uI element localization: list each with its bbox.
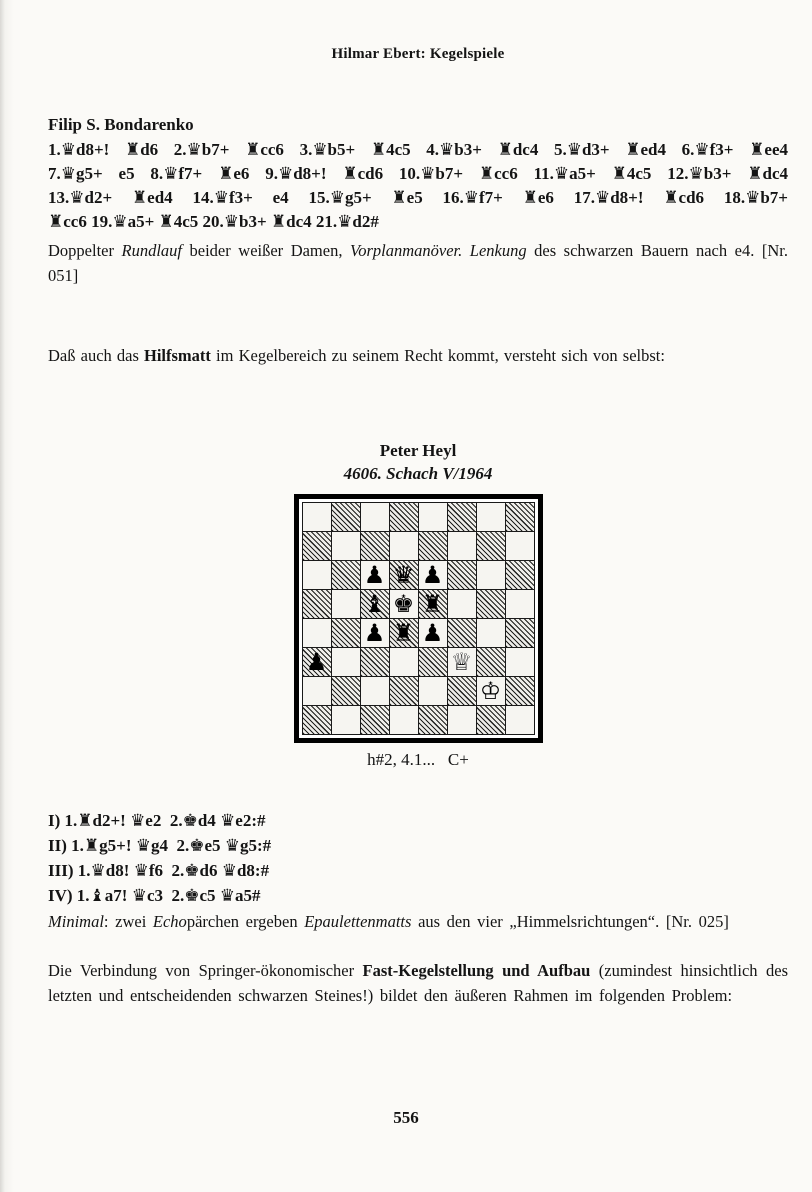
text-run: Minimal [48,912,104,931]
board-square-c8 [361,503,389,531]
text-run: Vorplanmanöver. Lenkung [349,241,527,260]
board-square-c7 [361,532,389,560]
board-square-e6 [419,561,447,589]
piece-c5-bb: ♝ [363,590,386,618]
piece-e4-bp: ♟ [421,619,444,647]
piece-c6-bp: ♟ [363,561,386,589]
problem2-solutions [48,808,788,908]
board-square-e5 [419,590,447,618]
board-square-h2 [506,677,534,705]
text-run: Echo [152,912,187,931]
problem2-stipulation: h#2, 4.1... C+ [367,750,469,769]
board-square-e1 [419,706,447,734]
text-run: (zumindest hinsichtlich des letzten und entscheidenden schwarzen Steines!) bildet den äußeren Rahmen im folgenden Problem: [48,961,788,1005]
board-square-g2 [477,677,505,705]
board-square-a2 [303,677,331,705]
piece-d6-bq: ♛ [392,561,415,589]
board-square-a3 [303,648,331,676]
problem2-comment [48,909,788,934]
board-square-b2 [332,677,360,705]
page-content [48,0,788,1008]
board-square-g6 [477,561,505,589]
problem1-author: Filip S. Bondarenko [48,115,194,134]
board-square-f4 [448,619,476,647]
intro-text [48,343,788,368]
outro-text [48,958,788,1008]
board-square-b5 [332,590,360,618]
text-run: beider weißer Damen, [182,241,350,260]
board-square-a5 [303,590,331,618]
moves-line: 7.♛g5+ e5 8.♛f7+ ♜e6 9.♛d8+! ♜cd6 10.♛b7+ ♜cc6 11.♛a5+ ♜4c5 12.♛b3+ ♜dc4 [48,164,788,183]
board-square-e7 [419,532,447,560]
piece-g2-wk: ♔ [479,677,502,705]
board-square-d5 [390,590,418,618]
board-square-b7 [332,532,360,560]
board-square-h7 [506,532,534,560]
solution-line: IV) 1.♝a7! ♛c3 2.♚c5 ♛a5# [48,886,261,905]
board-square-d2 [390,677,418,705]
problem2-diagram-block [48,440,788,770]
board-square-g8 [477,503,505,531]
board-square-c4 [361,619,389,647]
board-square-g4 [477,619,505,647]
text-run: Fast-Kegelstellung und Aufbau [362,961,591,980]
piece-e6-bp: ♟ [421,561,444,589]
board-square-e8 [419,503,447,531]
board-square-f1 [448,706,476,734]
board-square-e2 [419,677,447,705]
board-square-f5 [448,590,476,618]
board-square-b4 [332,619,360,647]
text-run: Hilfsmatt [144,346,211,365]
board-square-h5 [506,590,534,618]
running-header: Hilmar Ebert: Kegelspiele [331,46,505,62]
board-square-d4 [390,619,418,647]
board-square-e3 [419,648,447,676]
solution-line: III) 1.♛d8! ♛f6 2.♚d6 ♛d8:# [48,861,270,880]
problem1-comment [48,238,788,288]
board-square-g3 [477,648,505,676]
board-square-f3 [448,648,476,676]
text-run: pärchen ergeben [186,912,305,931]
board-square-a1 [303,706,331,734]
text-run: aus den vier „Himmelsrichtungen“. [Nr. 025] [411,912,729,931]
solution-line: I) 1.♜d2+! ♛e2 2.♚d4 ♛e2:# [48,811,266,830]
board-square-a6 [303,561,331,589]
board-square-d3 [390,648,418,676]
solution-line: II) 1.♜g5+! ♛g4 2.♚e5 ♛g5:# [48,836,272,855]
text-run: Doppelter [48,241,122,260]
board-square-e4 [419,619,447,647]
problem2-source: 4606. Schach V/1964 [343,464,493,483]
moves-line: ♜cc6 19.♛a5+ ♜4c5 20.♛b3+ ♜dc4 21.♛d2# [48,212,379,231]
piece-f3-wq: ♕ [450,648,473,676]
board-square-a7 [303,532,331,560]
board-square-d6 [390,561,418,589]
problem1-moves [48,138,788,234]
chessboard [302,502,535,735]
board-square-c6 [361,561,389,589]
board-square-d1 [390,706,418,734]
board-square-f6 [448,561,476,589]
board-square-a4 [303,619,331,647]
board-square-h1 [506,706,534,734]
piece-a3-bp: ♟ [305,648,328,676]
text-run: : zwei [103,912,153,931]
board-square-h3 [506,648,534,676]
board-square-d8 [390,503,418,531]
problem2-author: Peter Heyl [379,441,457,460]
board-square-h8 [506,503,534,531]
board-square-f7 [448,532,476,560]
board-square-g5 [477,590,505,618]
board-square-h4 [506,619,534,647]
board-square-f8 [448,503,476,531]
text-run: im Kegelbereich zu seinem Recht kommt, versteht sich von selbst: [210,346,665,365]
text-run: Daß auch das [48,346,145,365]
board-square-f2 [448,677,476,705]
board-square-g7 [477,532,505,560]
board-square-c3 [361,648,389,676]
chessboard-frame [294,494,543,743]
board-square-b6 [332,561,360,589]
page-number: 556 [393,1108,419,1127]
text-run: Epaulettenmatts [304,912,412,931]
board-square-c1 [361,706,389,734]
text-run: Die Verbindung von Springer-ökonomischer [48,961,363,980]
board-square-b3 [332,648,360,676]
text-run: Rundlauf [121,241,182,260]
board-square-g1 [477,706,505,734]
moves-line: 13.♛d2+ ♜ed4 14.♛f3+ e4 15.♛g5+ ♜e5 16.♛f7+ ♜e6 17.♛d8+! ♜cd6 18.♛b7+ [48,188,788,207]
board-square-c2 [361,677,389,705]
board-square-d7 [390,532,418,560]
board-square-b1 [332,706,360,734]
text-run: des schwarzen Bauern nach e4. [Nr. 051] [48,241,788,285]
board-square-c5 [361,590,389,618]
board-square-b8 [332,503,360,531]
piece-d5-bk: ♚ [392,590,415,618]
piece-d4-br: ♜ [392,619,415,647]
board-square-h6 [506,561,534,589]
moves-line: 1.♛d8+! ♜d6 2.♛b7+ ♜cc6 3.♛b5+ ♜4c5 4.♛b3+ ♜dc4 5.♛d3+ ♜ed4 6.♛f3+ ♜ee4 [48,140,788,159]
piece-c4-bp: ♟ [363,619,386,647]
piece-e5-br: ♜ [421,590,444,618]
board-square-a8 [303,503,331,531]
